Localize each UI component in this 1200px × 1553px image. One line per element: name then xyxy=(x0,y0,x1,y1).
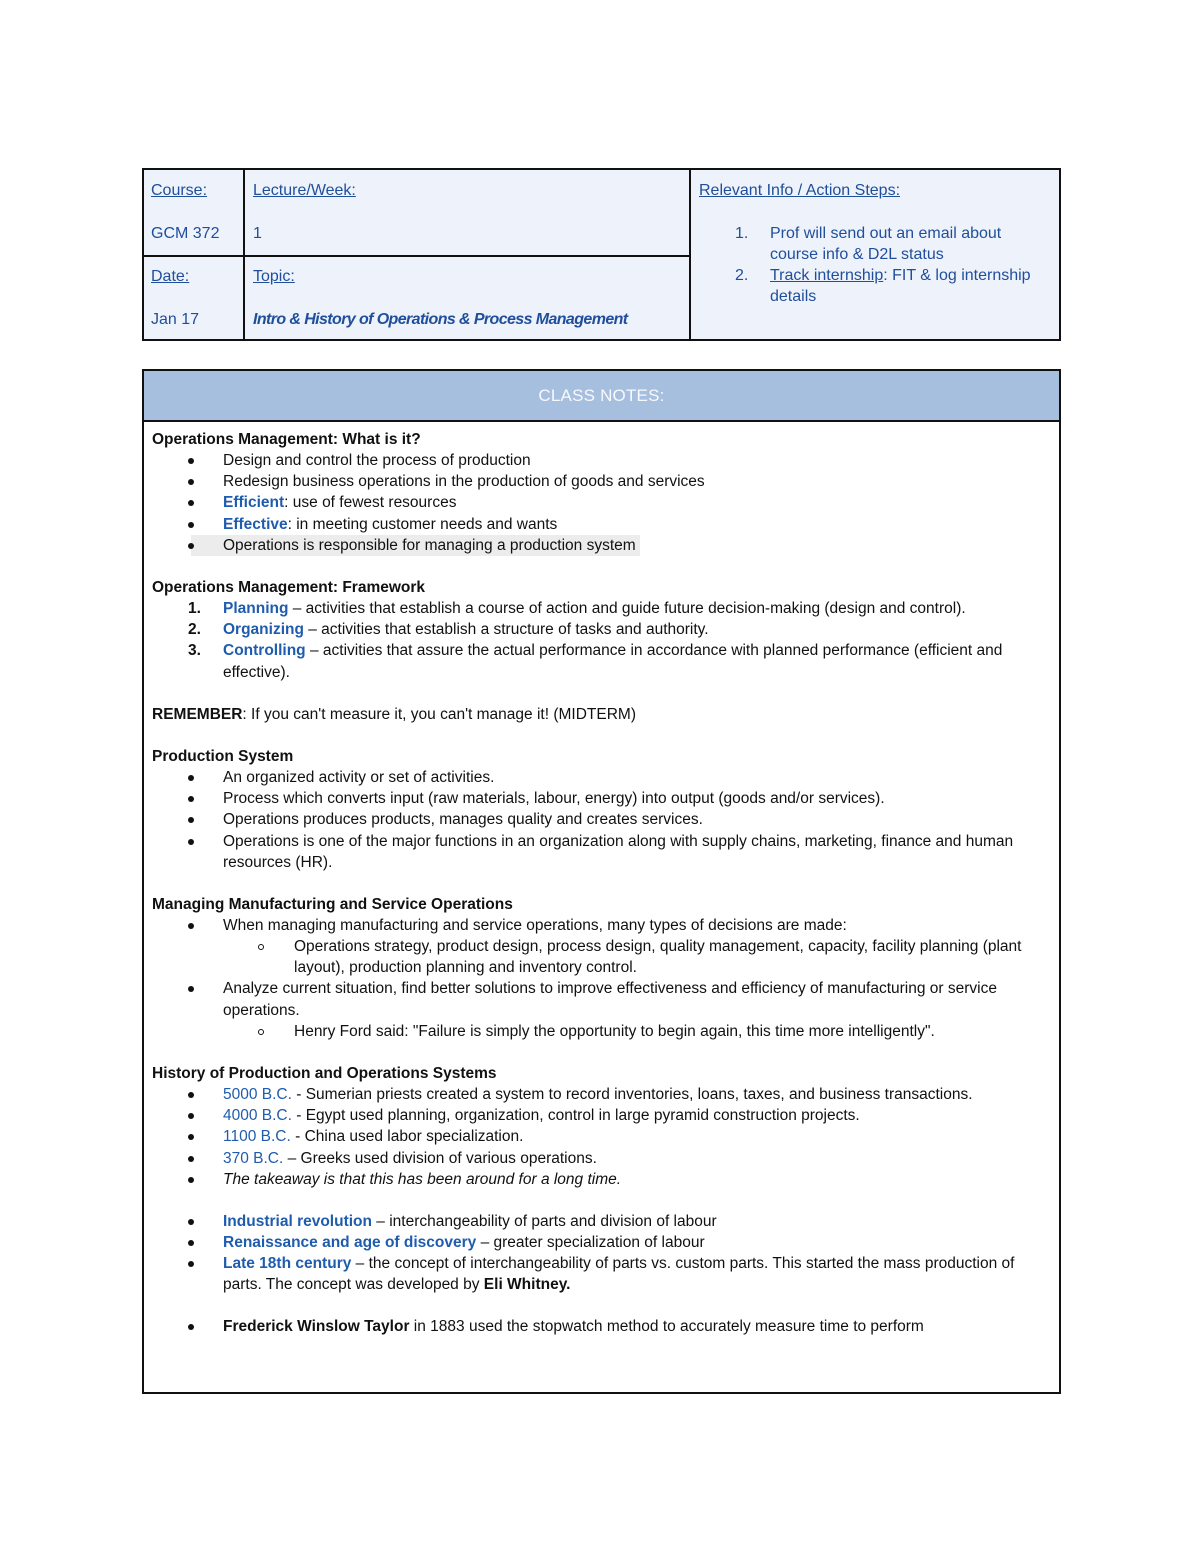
list-item: Renaissance and age of discovery – greater specialization of labour xyxy=(152,1232,1052,1253)
numbered-list xyxy=(152,598,1052,683)
list-item: Effective: in meeting customer needs and wants xyxy=(152,514,1052,535)
bullet-list xyxy=(152,1316,1052,1337)
bullet-list xyxy=(152,1084,1052,1190)
list-item: 2. Organizing – activities that establish a structure of tasks and authority. xyxy=(188,621,709,639)
list-item: Process which converts input (raw materials, labour, energy) into output (goods and/or services). xyxy=(152,788,1052,809)
list-item: Late 18th century – the concept of interchangeability of parts vs. custom parts. This started the mass production of parts. The concept was developed by Eli Whitney. xyxy=(152,1253,1052,1295)
bullet-list xyxy=(152,450,1052,556)
section-heading: Operations Management: What is it? xyxy=(152,431,421,448)
sub-list xyxy=(223,1021,1052,1042)
list-item: 4000 B.C. - Egypt used planning, organization, control in large pyramid construction projects. xyxy=(152,1105,1052,1126)
list-item: 1. Planning – activities that establish a course of action and guide future decision-making (design and control). xyxy=(188,600,966,618)
list-item: Operations is one of the major functions in an organization along with supply chains, marketing, finance and human resources (HR). xyxy=(152,831,1052,873)
class-notes-title: CLASS NOTES: xyxy=(144,371,1059,422)
relevant-info-label: Relevant Info / Action Steps: xyxy=(699,182,901,199)
section-heading: Operations Management: Framework xyxy=(152,578,426,596)
list-item: Analyze current situation, find better solutions to improve effectiveness and efficiency of manufacturing or service operations. Henry Ford said: "Failure is simply the opportunity to begin again, this time more intelligently". xyxy=(152,978,1052,1041)
list-item: Industrial revolution – interchangeability of parts and division of labour xyxy=(152,1211,1052,1232)
list-item: 5000 B.C. - Sumerian priests created a system to record inventories, loans, taxes, and business transactions. xyxy=(152,1084,1052,1105)
table-divider xyxy=(144,255,690,257)
action-step: 2. Track internship: FIT & log internship details xyxy=(735,267,1031,305)
list-item-highlighted: Operations is responsible for managing a production system xyxy=(152,535,1052,556)
bullet-list xyxy=(152,767,1052,873)
list-item: Redesign business operations in the production of goods and services xyxy=(152,471,1052,492)
lecture-week-label: Lecture/Week: xyxy=(253,182,356,199)
list-item: Operations produces products, manages quality and creates services. xyxy=(152,809,1052,830)
topic-label: Topic: xyxy=(253,268,295,285)
section-heading: History of Production and Operations Systems xyxy=(152,1064,497,1082)
sub-list-item: Henry Ford said: "Failure is simply the opportunity to begin again, this time more intelligently". xyxy=(223,1021,1052,1042)
list-item: The takeaway is that this has been around for a long time. xyxy=(152,1169,1052,1190)
list-item: 370 B.C. – Greeks used division of various operations. xyxy=(152,1148,1052,1169)
list-item: 1100 B.C. - China used labor specialization. xyxy=(152,1126,1052,1147)
action-step-text: Prof will send out an email about course info & D2L status xyxy=(770,225,1002,263)
class-notes-box xyxy=(142,369,1061,1394)
course-value: GCM 372 xyxy=(151,225,220,242)
bullet-list xyxy=(152,915,1052,1042)
remember-note: REMEMBER: If you can't measure it, you can't manage it! (MIDTERM) xyxy=(152,705,636,723)
action-steps-list xyxy=(732,223,1042,307)
list-item: Frederick Winslow Taylor in 1883 used the stopwatch method to accurately measure time to perform xyxy=(152,1316,1052,1337)
list-item: Design and control the process of production xyxy=(152,450,1052,471)
sub-list xyxy=(223,936,1052,978)
list-item: 3. Controlling – activities that assure the actual performance in accordance with planned performance (efficient and effective). xyxy=(188,642,1003,681)
class-notes-body xyxy=(152,429,1052,1338)
action-step: 1. Prof will send out an email about course info & D2L status xyxy=(735,225,1002,263)
section-heading: Managing Manufacturing and Service Operations xyxy=(152,895,513,913)
list-item: An organized activity or set of activities. xyxy=(152,767,1052,788)
section-heading: Production System xyxy=(152,747,294,765)
topic-value: Intro & History of Operations & Process Management xyxy=(253,311,628,328)
sub-list-item: Operations strategy, product design, process design, quality management, capacity, facility planning (plant layout), production planning and inventory control. xyxy=(223,936,1052,978)
date-value: Jan 17 xyxy=(151,311,200,328)
action-step-text: : FIT & log internship details xyxy=(770,267,1031,305)
list-item: Efficient: use of fewest resources xyxy=(152,492,1052,513)
list-item: When managing manufacturing and service operations, many types of decisions are made: Operations strategy, product design, process design, quality management, capacity, facility planning (plant layout), production planning and inventory control. xyxy=(152,915,1052,978)
track-internship-link[interactable]: Track internship xyxy=(770,267,884,284)
lecture-week-value: 1 xyxy=(253,225,262,242)
bullet-list xyxy=(152,1211,1052,1296)
course-label: Course: xyxy=(151,182,208,199)
date-label: Date: xyxy=(151,268,190,285)
